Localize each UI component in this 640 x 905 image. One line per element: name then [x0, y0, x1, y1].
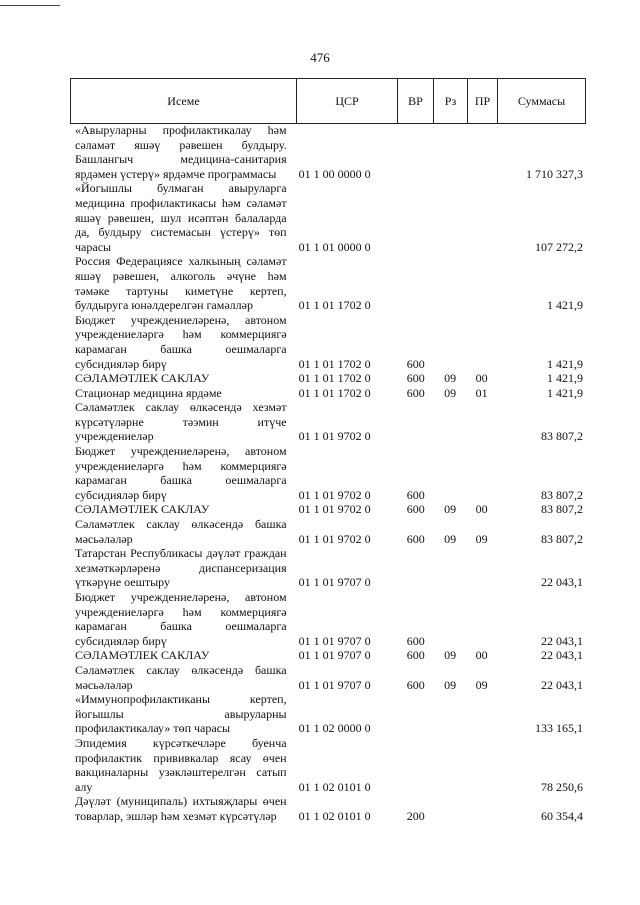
row-name: Сәламәтлек саклау өлкәсендә башка мәсьәләләр [75, 662, 287, 692]
row-csr: 01 1 01 9707 0 [298, 648, 371, 663]
table-row [70, 371, 585, 386]
table-row [70, 400, 585, 444]
row-csr: 01 1 01 1702 0 [298, 356, 371, 371]
header-name: Исеме [71, 79, 297, 124]
row-vr: 600 [406, 648, 425, 663]
row-csr: 01 1 01 9707 0 [298, 575, 371, 590]
row-name: Сәламәтлек саклау өлкәсендә башка мәсьәләләр [75, 517, 287, 546]
row-sum: 60 354,4 [541, 808, 583, 823]
row-csr: 01 1 01 9702 0 [298, 502, 371, 517]
row-csr: 01 1 02 0000 0 [298, 721, 371, 736]
row-name: «Иммунопрофилактиканы кертеп, йогышлы авыруларны профилактикалау» төп чарасы [75, 692, 287, 736]
row-csr: 01 1 01 1702 0 [298, 371, 371, 386]
row-vr: 600 [406, 487, 425, 502]
row-sum: 78 250,6 [541, 779, 583, 794]
row-csr: 01 1 00 0000 0 [298, 166, 371, 181]
table-row [70, 254, 585, 312]
row-name: Татарстан Республикасы дәүләт граждан хезмәткәрләренә диспансеризация үткәрүне оештыру [75, 546, 287, 590]
row-vr: 600 [406, 633, 425, 648]
row-sum: 83 807,2 [541, 531, 583, 546]
row-sum: 133 165,1 [535, 721, 583, 736]
row-csr: 01 1 01 1702 0 [298, 298, 371, 313]
table-row [70, 517, 585, 546]
table-row [70, 123, 585, 181]
row-pr: 00 [475, 371, 488, 386]
table-row [70, 736, 585, 794]
row-vr: 600 [406, 531, 425, 546]
row-sum: 22 043,1 [541, 575, 583, 590]
row-sum: 1 421,9 [547, 385, 583, 400]
row-name: Россия Федерациясе халкының сәламәт яшәү рәвешен, алкоголь әчүне һәм тәмәке тартуны киметүне кертеп, булдыруга юнәлдерелгән гамәлләр [75, 254, 287, 313]
row-name: Бюджет учреждениеләренә, автоном учреждениеләргә һәм коммерциягә карамаган башка оешмаларга субсидияләр бирү [75, 312, 287, 371]
row-name: «Авыруларны профилактикалау һәм сәламәт яшәү рәвешен булдыру. Башлангыч медицина-санитария ярдәмен үстерү» ярдәмче программасы [75, 123, 287, 181]
header-sum: Суммасы [498, 79, 586, 124]
table-row [70, 692, 585, 736]
row-name: Бюджет учреждениеләренә, автоном учреждениеләргә һәм коммерциягә карамаган башка оешмаларга субсидияләр бирү [75, 590, 287, 648]
row-name: «Йогышлы булмаган авыруларга медицина профилактикасы һәм сәламәт яшәү рәвешен, шул исәптән балаларда да, булдыру системасын үстерү» төп чарасы [75, 181, 287, 254]
row-sum: 22 043,1 [541, 648, 583, 663]
row-vr: 200 [406, 808, 425, 823]
row-csr: 01 1 01 9707 0 [298, 633, 371, 648]
table-row [70, 648, 585, 663]
page-number: 476 [310, 50, 330, 65]
row-vr: 600 [406, 502, 425, 517]
row-csr: 01 1 01 9707 0 [298, 677, 371, 692]
table-row [70, 386, 585, 401]
table-row [70, 794, 585, 823]
row-sum: 22 043,1 [541, 677, 583, 692]
table-row [70, 502, 585, 517]
row-sum: 83 807,2 [541, 487, 583, 502]
row-vr: 600 [406, 356, 425, 371]
row-name: Бюджет учреждениеләренә, автоном учреждениеләргә һәм коммерциягә карамаган башка оешмаларга субсидияләр бирү [75, 444, 287, 502]
row-csr: 01 1 01 1702 0 [298, 385, 371, 400]
table-row [70, 181, 585, 254]
row-name: Дәүләт (муниципаль) ихтыяҗлары өчен товарлар, эшләр һәм хезмәт күрсәтүләр [75, 794, 287, 823]
table-row [70, 313, 585, 371]
header-csr: ЦСР [297, 79, 398, 124]
row-pr: 09 [475, 677, 488, 692]
table-row [70, 444, 585, 502]
row-csr: 01 1 01 9702 0 [298, 531, 371, 546]
row-pr: 00 [475, 648, 488, 663]
row-vr: 600 [406, 371, 425, 386]
row-vr: 600 [406, 677, 425, 692]
row-sum: 1 421,9 [547, 298, 583, 313]
table-row [70, 546, 585, 590]
table-body [70, 123, 585, 824]
row-sum: 107 272,2 [535, 239, 583, 254]
row-csr: 01 1 01 9702 0 [298, 429, 371, 444]
row-rz: 09 [444, 531, 457, 546]
header-pr: ПР [468, 79, 498, 124]
row-name: Сәламәтлек саклау өлкәсендә хезмәт күрсәтүләрне тәэмин итүче учреждениеләр [75, 400, 287, 444]
row-rz: 09 [444, 677, 457, 692]
row-sum: 83 807,2 [541, 502, 583, 517]
row-sum: 1 710 327,3 [526, 166, 583, 181]
table-row [70, 663, 585, 692]
row-sum: 1 421,9 [547, 371, 583, 386]
row-csr: 01 1 02 0101 0 [298, 808, 371, 823]
row-name: Стационар медицина ярдәме [75, 385, 222, 400]
row-sum: 83 807,2 [541, 429, 583, 444]
row-csr: 01 1 01 9702 0 [298, 487, 371, 502]
header-rz: Рз [434, 79, 468, 124]
row-rz: 09 [444, 502, 457, 517]
row-name: Эпидемия күрсәткечләре буенча профилактик прививкалар ясау өчен вакциналарны узәкләштерелгән сатып алу [75, 735, 287, 794]
row-name: СӘЛАМӘТЛЕК САКЛАУ [75, 502, 210, 517]
table-row [70, 590, 585, 648]
row-sum: 1 421,9 [547, 356, 583, 371]
row-rz: 09 [444, 648, 457, 663]
row-name: СӘЛАМӘТЛЕК САКЛАУ [75, 648, 210, 663]
table-header [70, 78, 586, 124]
row-pr: 09 [475, 531, 488, 546]
row-csr: 01 1 02 0101 0 [298, 779, 371, 794]
header-vr: ВР [398, 79, 434, 124]
row-pr: 01 [475, 385, 488, 400]
row-rz: 09 [444, 385, 457, 400]
row-sum: 22 043,1 [541, 633, 583, 648]
row-pr: 00 [475, 502, 488, 517]
row-name: СӘЛАМӘТЛЕК САКЛАУ [75, 371, 210, 386]
row-vr: 600 [406, 385, 425, 400]
row-csr: 01 1 01 0000 0 [298, 239, 371, 254]
row-rz: 09 [444, 371, 457, 386]
top-rule [0, 5, 60, 6]
